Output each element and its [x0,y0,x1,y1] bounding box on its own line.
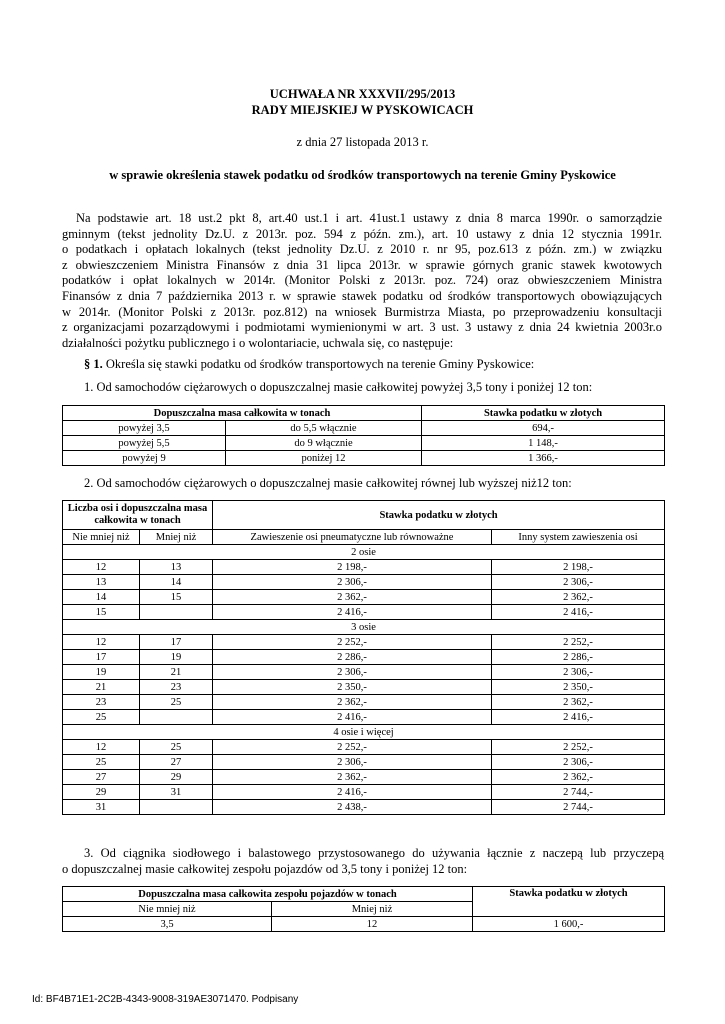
cell-pneu: 2 252,- [213,740,492,755]
table-row [63,800,665,815]
cell-pneu: 2 438,- [213,800,492,815]
cell-max: 21 [140,665,213,680]
axle-group-row [63,725,665,740]
section-1-text: Określa się stawki podatku od środków transportowych na terenie Gminy Pyskowice: [105,357,535,371]
table-3 [62,886,665,932]
cell-max [140,800,213,815]
cell-max: 25 [140,695,213,710]
cell-pneu: 2 198,- [213,560,492,575]
table-2-subheader-max: Mniej niż [140,530,213,545]
preamble-line: podatków i opłat lokalnych w 2014r. (Monitor Polski z 2013r. poz. 724) oraz obwieszczeniem Ministra [62,273,662,288]
cell-to: do 5,5 włącznie [226,421,422,436]
cell-from: powyżej 5,5 [63,436,226,451]
cell-other: 2 416,- [492,605,665,620]
item-1-text: 1. Od samochodów ciężarowych o dopuszczalnej masie całkowitej powyżej 3,5 tony i poniżej 12 ton: [84,380,593,394]
table-row [63,635,665,650]
cell-pneu: 2 416,- [213,710,492,725]
cell-pneu: 2 416,- [213,785,492,800]
cell-min: 29 [63,785,140,800]
cell-from: powyżej 3,5 [63,421,226,436]
table-2-header-rate: Stawka podatku w złotych [213,501,665,530]
table-3-header-rate: Stawka podatku w złotych [473,887,665,917]
cell-max: 14 [140,575,213,590]
cell-max: 23 [140,680,213,695]
cell-max: 12 [272,917,473,932]
table-1-header-rate: Stawka podatku w złotych [422,406,665,421]
cell-rate: 1 366,- [422,451,665,466]
table-row [63,605,665,620]
table-row [63,917,665,932]
cell-min: 31 [63,800,140,815]
cell-rate: 1 600,- [473,917,665,932]
table-3-subheader-max: Mniej niż [272,902,473,917]
table-2 [62,500,665,815]
preamble-line: z obwieszczeniem Ministra Finansów z dnia 31 lipca 2013r. w sprawie górnych granic stawek kwotowych [62,257,662,272]
preamble-line: o podatkach i opłatach lokalnych (tekst jednolity Dz.U. z 2010 r. nr 95, poz.613 z późn. zm.) w związku [62,242,662,257]
preamble-line: Na podstawie art. 18 ust.2 pkt 8, art.40 ust.1 i art. 41ust.1 ustawy z dnia 8 marca 1990r. o samorządzie [76,211,662,225]
cell-max: 25 [140,740,213,755]
cell-pneu: 2 286,- [213,650,492,665]
cell-min: 14 [63,590,140,605]
cell-rate: 1 148,- [422,436,665,451]
table-row [63,650,665,665]
document-id-footer: Id: BF4B71E1-2C2B-4343-9008-319AE3071470. Podpisany [32,994,299,1005]
cell-pneu: 2 362,- [213,770,492,785]
cell-other: 2 350,- [492,680,665,695]
item-2-text: 2. Od samochodów ciężarowych o dopuszczalnej masie całkowitej równej lub wyższej niż12 ton: [84,476,572,490]
cell-min: 25 [63,755,140,770]
cell-pneu: 2 362,- [213,695,492,710]
cell-max: 31 [140,785,213,800]
table-row [63,695,665,710]
cell-max: 29 [140,770,213,785]
table-3-header-mass: Dopuszczalna masa całkowita zespołu pojazdów w tonach [63,887,473,902]
table-row [63,665,665,680]
table-row [63,755,665,770]
preamble-line: Finansów z dnia 7 października 2013 r. w sprawie stawek podatku od środków transportowych obowiązujących [62,288,662,303]
table-2-subheader-other: Inny system zawieszenia osi [492,530,665,545]
cell-min: 21 [63,680,140,695]
table-2-subheader-min: Nie mniej niż [63,530,140,545]
table-row [63,575,665,590]
cell-min: 3,5 [63,917,272,932]
table-2-subheader-pneumatic: Zawieszenie osi pneumatyczne lub równoważne [213,530,492,545]
document-title-line2: RADY MIEJSKIEJ W PYSKOWICACH [251,103,474,117]
cell-min: 25 [63,710,140,725]
cell-other: 2 286,- [492,650,665,665]
cell-max [140,605,213,620]
cell-min: 12 [63,560,140,575]
cell-max [140,710,213,725]
table-1 [62,405,665,466]
axle-group-label: 2 osie [63,545,665,560]
cell-min: 12 [63,740,140,755]
cell-max: 27 [140,755,213,770]
cell-other: 2 744,- [492,785,665,800]
cell-pneu: 2 306,- [213,755,492,770]
document-title-line1: UCHWAŁA NR XXXVII/295/2013 [269,87,456,101]
table-1-header-mass: Dopuszczalna masa całkowita w tonach [63,406,422,421]
cell-other: 2 306,- [492,665,665,680]
cell-from: powyżej 9 [63,451,226,466]
table-row [63,590,665,605]
cell-to: poniżej 12 [226,451,422,466]
cell-max: 13 [140,560,213,575]
cell-pneu: 2 362,- [213,590,492,605]
document-date: z dnia 27 listopada 2013 r. [296,135,429,149]
section-1-mark: § 1. [84,357,103,371]
cell-other: 2 744,- [492,800,665,815]
table-row [63,421,665,436]
cell-pneu: 2 306,- [213,575,492,590]
cell-other: 2 252,- [492,635,665,650]
cell-min: 15 [63,605,140,620]
cell-max: 15 [140,590,213,605]
cell-min: 19 [63,665,140,680]
table-row [63,710,665,725]
cell-min: 17 [63,650,140,665]
cell-other: 2 252,- [492,740,665,755]
preamble-line: działalności pożytku publicznego i o wolontariacie, uchwala się, co następuje: [62,335,454,350]
cell-max: 19 [140,650,213,665]
axle-group-label: 4 osie i więcej [63,725,665,740]
cell-other: 2 362,- [492,695,665,710]
table-2-header-axles: Liczba osi i dopuszczalna masa całkowita w tonach [63,501,213,530]
table-row [63,560,665,575]
cell-other: 2 306,- [492,755,665,770]
cell-max: 17 [140,635,213,650]
preamble-line: w 2014r. (Monitor Polski z 2013r. poz.812) na wniosek Burmistrza Miasta, po przeprowadzeniu konsultacji [62,304,662,319]
table-3-subheader-min: Nie mniej niż [63,902,272,917]
cell-other: 2 306,- [492,575,665,590]
table-row [63,680,665,695]
cell-other: 2 416,- [492,710,665,725]
preamble-line: z organizacjami pozarządowymi i podmiotami wymienionymi w art. 3 ust. 3 ustawy z dnia 24 kwietnia 2003r.o [62,320,662,335]
table-row [63,451,665,466]
cell-min: 13 [63,575,140,590]
cell-pneu: 2 306,- [213,665,492,680]
cell-other: 2 362,- [492,770,665,785]
table-row [63,770,665,785]
section-1 [84,357,674,373]
cell-other: 2 198,- [492,560,665,575]
cell-min: 27 [63,770,140,785]
preamble-line: gminnym (tekst jednolity Dz.U. z 2013r. poz. 594 z późn. zm.), art. 10 ustawy z dnia 12 stycznia 1991r. [62,226,662,241]
cell-to: do 9 włącznie [226,436,422,451]
preamble [62,211,662,351]
cell-min: 12 [63,635,140,650]
table-row [63,436,665,451]
axle-group-label: 3 osie [63,620,665,635]
cell-rate: 694,- [422,421,665,436]
cell-other: 2 362,- [492,590,665,605]
cell-pneu: 2 252,- [213,635,492,650]
cell-min: 23 [63,695,140,710]
cell-pneu: 2 416,- [213,605,492,620]
axle-group-row [63,545,665,560]
item-3-text-line1: 3. Od ciągnika siodłowego i balastowego przystosowanego do używania łącznie z naczepą lub przyczepą [84,846,664,860]
item-3-text-line2: o dopuszczalnej masie całkowitej zespołu pojazdów od 3,5 tony i poniżej 12 ton: [62,862,468,876]
cell-pneu: 2 350,- [213,680,492,695]
table-row [63,785,665,800]
document-subject: w sprawie określenia stawek podatku od środków transportowych na terenie Gminy Pyskowice [109,168,616,182]
axle-group-row [63,620,665,635]
table-row [63,740,665,755]
